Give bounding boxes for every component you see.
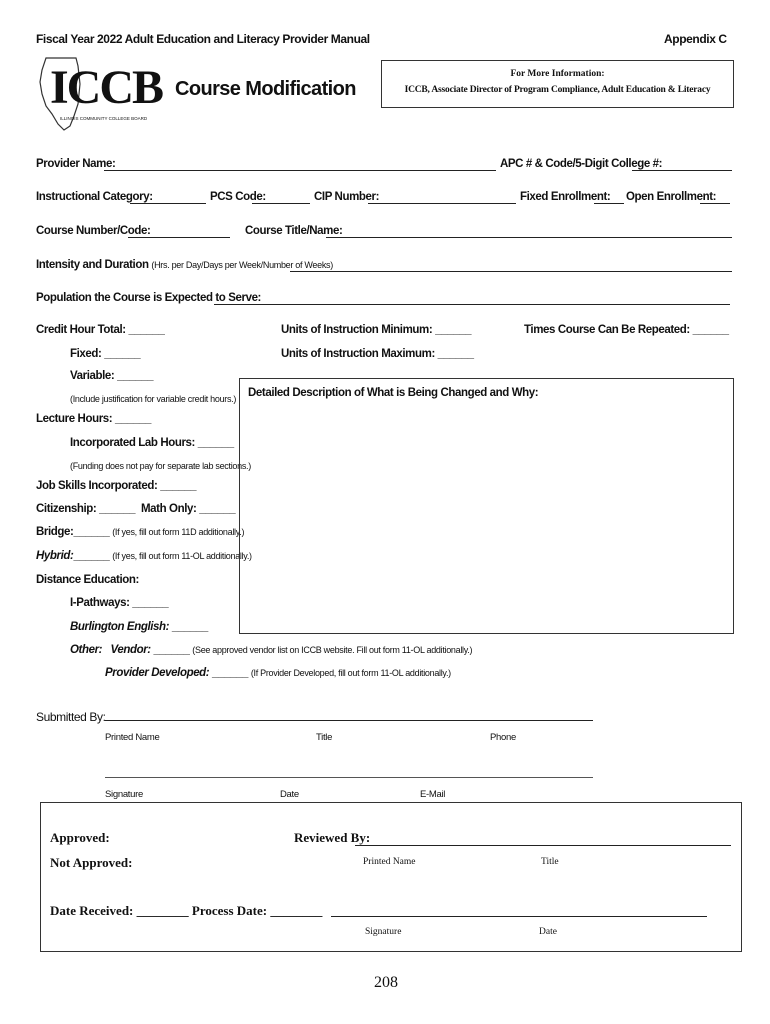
open-enrollment-label: Open Enrollment:	[626, 191, 717, 203]
intensity-label	[36, 259, 333, 271]
process-date-blank: ________	[270, 903, 323, 918]
approval-date: Date	[539, 927, 557, 937]
reviewed-printed-name: Printed Name	[363, 857, 416, 867]
bridge-row	[36, 526, 244, 538]
vendor-blank: ______	[153, 644, 190, 656]
lecture-hours: Lecture Hours: ______	[36, 413, 151, 425]
hybrid-label: Hybrid:	[36, 550, 74, 562]
description-label: Detailed Description of What is Being Changed and Why:	[248, 387, 539, 399]
open-enrollment-field[interactable]	[700, 203, 730, 204]
reviewed-title: Title	[541, 857, 559, 867]
apc-code-field[interactable]	[632, 170, 732, 171]
bridge-note: (If yes, fill out form 11D additionally.)	[112, 527, 245, 537]
pcs-code-label: PCS Code:	[210, 191, 266, 203]
iccb-logo	[36, 54, 163, 130]
bridge-blank: ______	[73, 526, 110, 538]
variable-hours: Variable: ______	[70, 370, 154, 382]
date-received-label: Date Received:	[50, 903, 134, 918]
course-number-field[interactable]	[128, 237, 230, 238]
incorporated-lab-hours: Incorporated Lab Hours: ______	[70, 437, 234, 449]
info-line-2: ICCB, Associate Director of Program Compliance, Adult Education & Literacy	[404, 85, 711, 95]
math-only: Math Only: ______	[141, 503, 236, 515]
i-pathways: I-Pathways: ______	[70, 597, 169, 609]
intensity-note: (Hrs. per Day/Days per Week/Number of Weeks)	[151, 260, 333, 270]
submitted-date: Date	[280, 789, 299, 800]
info-line-1: For More Information:	[510, 69, 605, 79]
burlington-label: Burlington English:	[70, 621, 170, 633]
provider-developed-label: Provider Developed:	[105, 667, 210, 679]
logo-text: ICCB	[50, 61, 163, 114]
variable-note: (Include justification for variable credit hours.)	[70, 394, 237, 404]
submitted-signature: Signature	[105, 789, 143, 800]
course-title-field[interactable]	[326, 237, 732, 238]
bridge-label: Bridge:	[36, 526, 74, 538]
vendor-note: (See approved vendor list on ICCB website. Fill out form 11-OL additionally.)	[192, 645, 473, 655]
provider-name-field[interactable]	[104, 170, 496, 171]
provider-developed-row	[105, 667, 451, 679]
units-min: Units of Instruction Minimum: ______	[281, 324, 472, 336]
population-field[interactable]	[214, 304, 730, 305]
description-box[interactable]	[239, 378, 734, 634]
form-title: Course Modification	[175, 78, 356, 100]
job-skills: Job Skills Incorporated: ______	[36, 480, 197, 492]
cip-number-label: CIP Number:	[314, 191, 380, 203]
distance-education: Distance Education:	[36, 574, 139, 586]
appendix-label: Appendix C	[664, 32, 727, 46]
reviewed-by-field[interactable]	[355, 845, 731, 846]
vendor-label: Vendor:	[110, 644, 151, 656]
burlington-row	[70, 621, 208, 633]
hybrid-row	[36, 550, 252, 562]
lab-note: (Funding does not pay for separate lab sections.)	[70, 461, 251, 471]
instructional-category-field[interactable]	[130, 203, 206, 204]
date-received-row	[50, 903, 322, 919]
submitted-name-field[interactable]	[105, 720, 593, 721]
approval-box	[40, 802, 742, 952]
other-label: Other:	[70, 644, 103, 656]
fixed-enrollment-label: Fixed Enrollment:	[520, 191, 611, 203]
hybrid-note: (If yes, fill out form 11-OL additionally.)	[112, 551, 252, 561]
intensity-label-text: Intensity and Duration	[36, 259, 149, 271]
cip-number-field[interactable]	[368, 203, 516, 204]
info-box	[381, 60, 734, 108]
course-number-label: Course Number/Code:	[36, 225, 151, 237]
manual-title: Fiscal Year 2022 Adult Education and Literacy Provider Manual	[36, 32, 370, 46]
provider-name-label: Provider Name:	[36, 158, 116, 170]
approval-signature: Signature	[365, 927, 402, 937]
population-label: Population the Course is Expected to Serve:	[36, 292, 261, 304]
fixed-hours: Fixed: ______	[70, 348, 141, 360]
submitted-printed-name: Printed Name	[105, 732, 160, 743]
approval-signature-field[interactable]	[331, 916, 707, 917]
instructional-category-label: Instructional Category:	[36, 191, 153, 203]
units-max: Units of Instruction Maximum: ______	[281, 348, 474, 360]
pcs-code-field[interactable]	[252, 203, 310, 204]
process-date-label: Process Date:	[191, 903, 268, 918]
course-title-label: Course Title/Name:	[245, 225, 343, 237]
fixed-enrollment-field[interactable]	[594, 203, 624, 204]
submitted-email: E-Mail	[420, 789, 446, 800]
logo-subtext: ILLINOIS COMMUNITY COLLEGE BOARD	[60, 116, 148, 121]
citizenship: Citizenship: ______	[36, 503, 136, 515]
times-repeated: Times Course Can Be Repeated: ______	[524, 324, 729, 336]
submitted-signature-field[interactable]	[105, 777, 593, 778]
not-approved-label: Not Approved:	[50, 855, 133, 870]
burlington-blank: ______	[171, 621, 208, 633]
other-row	[70, 644, 472, 656]
reviewed-by-label: Reviewed By:	[294, 830, 371, 845]
submitted-title: Title	[316, 732, 333, 743]
page-number: 208	[374, 974, 398, 991]
date-received-blank: ________	[136, 903, 189, 918]
apc-code-label: APC # & Code/5-Digit College #:	[500, 158, 663, 170]
credit-hour-total: Credit Hour Total: ______	[36, 324, 165, 336]
submitted-phone: Phone	[490, 732, 516, 743]
approved-label: Approved:	[50, 830, 110, 845]
hybrid-blank: ______	[73, 550, 110, 562]
provider-developed-note: (If Provider Developed, fill out form 11-OL additionally.)	[250, 668, 451, 678]
intensity-field[interactable]	[290, 271, 732, 272]
provider-developed-blank: ______	[212, 667, 249, 679]
submitted-by-label: Submitted By:	[36, 710, 106, 724]
